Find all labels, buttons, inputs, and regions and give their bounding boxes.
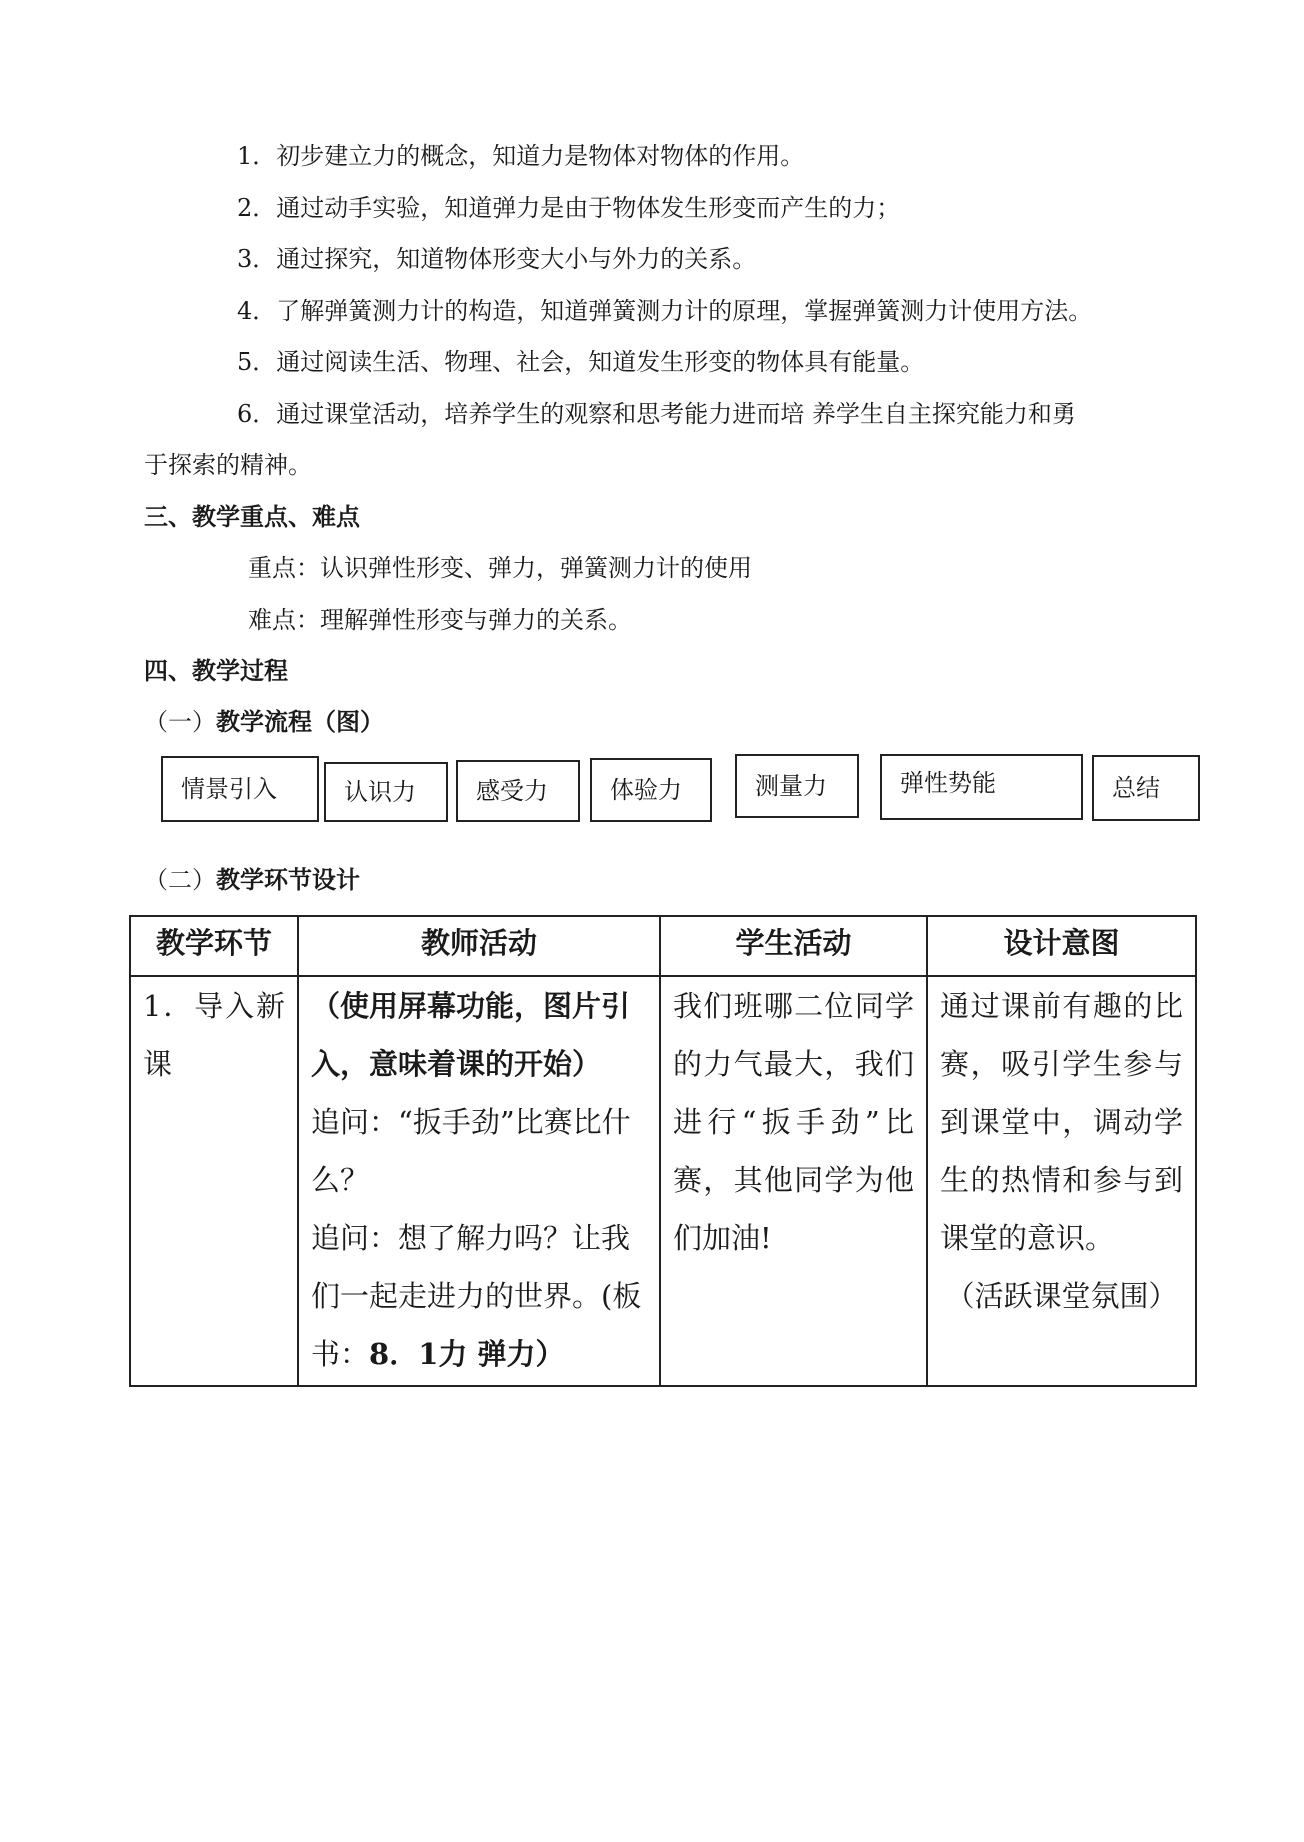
objective-6-continued: 于探索的精神。 [144,451,312,479]
objective-2: 2．通过动手实验，知道弹力是由于物体发生形变而产生的力； [237,194,901,222]
flow-step-feel-force [456,760,580,822]
flow-heading [144,707,384,737]
teacher-question-1: 追问：“扳手劲”比赛比什么？ [311,1105,631,1197]
flow-heading-prefix: （一） [144,708,216,736]
header-design-intent: 设计意图 [927,916,1196,976]
flow-step-label: 体验力 [610,776,682,804]
difficulty-text: 难点：理解弹性形变与弹力的关系。 [248,606,632,634]
objective-5: 5．通过阅读生活、物理、社会，知道发生形变的物体具有能量。 [237,348,925,376]
flow-step-label: 认识力 [344,778,416,806]
flow-step-summary [1092,755,1200,821]
section-heading-process: 四、教学过程 [144,656,288,685]
teacher-bold-note: （使用屏幕功能，图片引入，意味着课的开始） [311,989,631,1081]
objective-4: 4．了解弹簧测力计的构造，知道弹簧测力计的原理，掌握弹簧测力计使用方法。 [237,297,1093,325]
flow-step-label: 总结 [1112,774,1160,802]
flow-step-know-force [324,762,448,822]
flow-step-label: 弹性势能 [900,769,996,797]
key-point-text: 重点：认识弹性形变、弹力，弹簧测力计的使用 [248,554,752,582]
flow-heading-text: 教学流程（图） [216,707,384,736]
cell-student-activity [660,976,927,1386]
objective-3: 3．通过探究，知道物体形变大小与外力的关系。 [237,245,757,273]
header-stage: 教学环节 [130,916,298,976]
flow-step-measure-force [735,754,859,818]
cell-stage [130,976,298,1386]
cell-teacher-activity [298,976,660,1386]
section-heading-key-points: 三、教学重点、难点 [144,502,360,531]
table-header-row [130,916,1196,976]
design-heading [144,865,360,895]
header-teacher-activity: 教师活动 [298,916,660,976]
objective-1: 1．初步建立力的概念，知道力是物体对物体的作用。 [237,142,805,170]
student-activity-text: 我们班哪二位同学的力气最大，我们进行“扳手劲”比赛，其他同学为他们加油! [673,989,914,1255]
flow-step-label: 感受力 [476,777,548,805]
teacher-question-2: 追问：想了解力吗？让我们一起走进力的世界。(板书： [311,1221,642,1371]
stage-text: 1．导入新课 [143,989,285,1081]
cell-design-intent [927,976,1196,1386]
table-row [130,976,1196,1386]
flow-step-elastic-potential [880,754,1083,820]
flow-step-label: 测量力 [755,772,827,800]
teaching-design-table [129,915,1197,1387]
flow-step-label: 情景引入 [181,775,277,803]
header-student-activity: 学生活动 [660,916,927,976]
objective-6: 6．通过课堂活动，培养学生的观察和思考能力进而培 养学生自主探究能力和勇 [237,400,1076,428]
flow-step-experience-force [590,758,712,822]
design-heading-prefix: （二） [144,866,216,894]
design-heading-text: 教学环节设计 [216,865,360,894]
design-intent-text: 通过课前有趣的比赛，吸引学生参与到课堂中，调动学生的热情和参与到课堂的意识。 [940,989,1183,1255]
design-intent-note: （活跃课堂氛围） [945,1279,1178,1313]
teacher-board-note: 8．1力 弹力） [369,1337,565,1371]
flow-step-scenario-intro [161,756,319,822]
